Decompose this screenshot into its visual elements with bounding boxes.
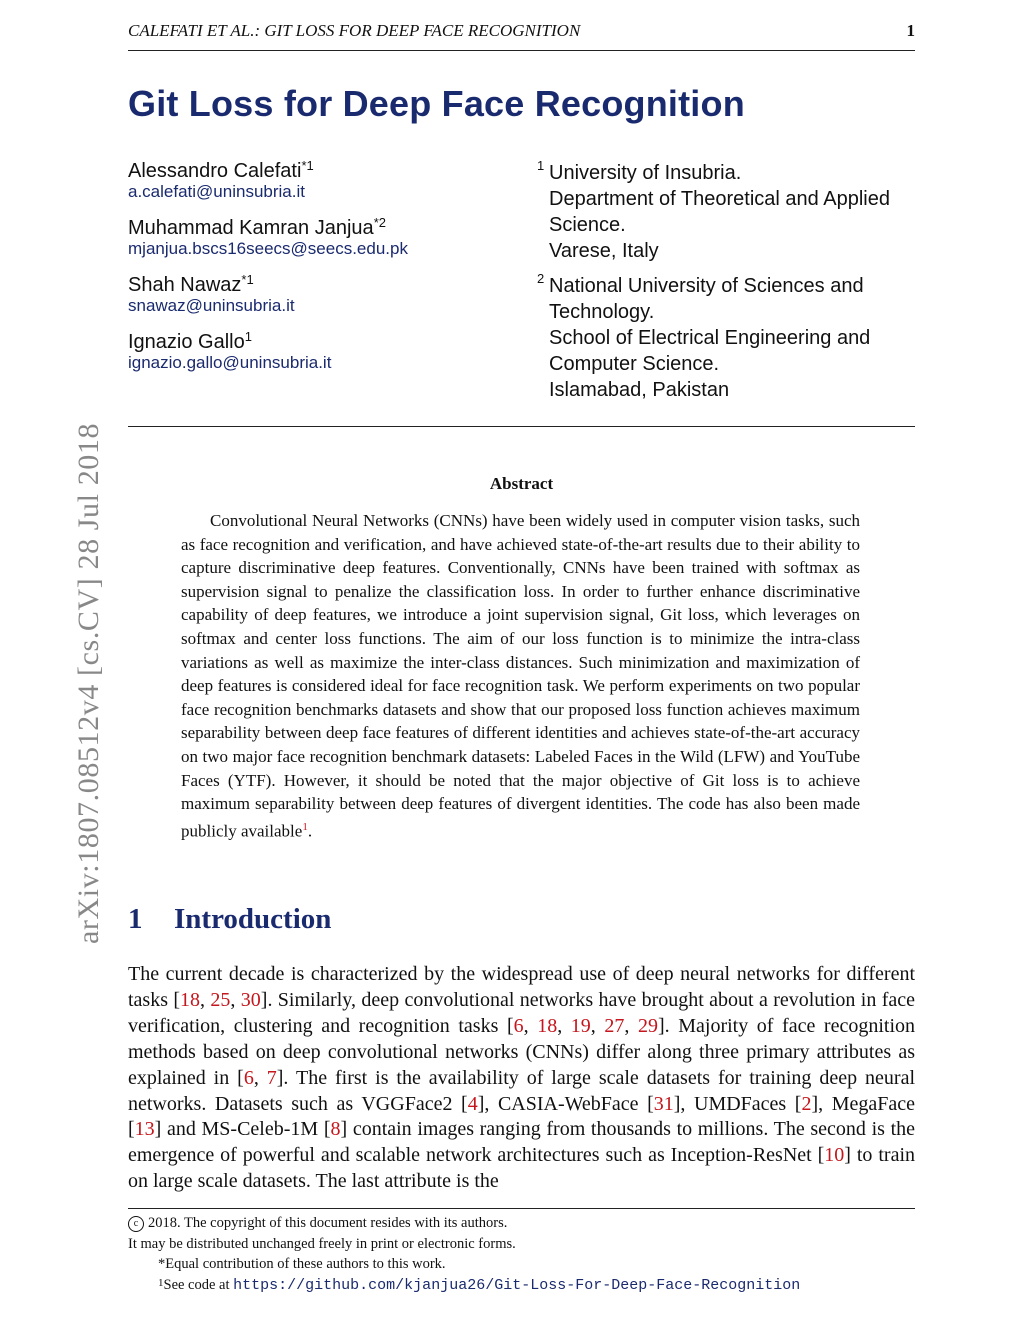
citation-link[interactable]: 6 bbox=[243, 1066, 254, 1089]
author-email[interactable]: a.calefati@uninsubria.it bbox=[128, 182, 305, 201]
affiliation-mark: 1 bbox=[537, 158, 545, 173]
affiliation-line: Varese, Italy bbox=[549, 240, 659, 262]
paragraph-text: ] contain images ranging from thousands to millions. The second is the emergence of powerful and scalable network architectures such as Inception-ResNet [ bbox=[128, 1118, 915, 1167]
citation-separator: , bbox=[557, 1014, 571, 1037]
citation-link[interactable]: 19 bbox=[570, 1014, 591, 1037]
abstract-body bbox=[181, 509, 860, 843]
citation-separator: , bbox=[253, 1066, 267, 1089]
paragraph-text: ]. The first is the availability of large scale datasets for training deep neural networks. Datasets such as VGGFace2 [ bbox=[128, 1066, 916, 1115]
footnotes bbox=[128, 1213, 915, 1296]
code-footnote bbox=[128, 1275, 915, 1297]
running-header bbox=[128, 21, 915, 41]
author-name-text: Muhammad Kamran Janjua bbox=[128, 217, 374, 239]
citation-link[interactable]: 30 bbox=[240, 988, 261, 1011]
citation-link[interactable]: 4 bbox=[467, 1092, 478, 1115]
page-number: 1 bbox=[906, 21, 915, 40]
footnote-rule bbox=[128, 1208, 915, 1209]
footnote-text: See code at bbox=[163, 1276, 234, 1293]
affiliation-line: Department of Theoretical and Applied bbox=[549, 188, 890, 210]
author-affiliation-mark: *1 bbox=[301, 158, 314, 173]
citation-separator: , bbox=[590, 1014, 605, 1037]
abstract-end: . bbox=[307, 821, 313, 841]
author-name-text: Alessandro Calefati bbox=[128, 160, 302, 182]
citation-separator: , bbox=[200, 988, 211, 1011]
arxiv-stamp: arXiv:1807.08512v4 [cs.CV] 28 Jul 2018 bbox=[72, 422, 105, 944]
section-number: 1 bbox=[128, 903, 143, 935]
copyright-icon: c bbox=[128, 1216, 144, 1232]
citation-link[interactable]: 8 bbox=[330, 1118, 341, 1141]
author-email[interactable]: snawaz@uninsubria.it bbox=[128, 296, 295, 315]
affiliation-mark: 2 bbox=[537, 271, 545, 286]
paragraph-text: ]. Majority of face recognition methods based on deep convolutional networks (CNNs) differ along three primary attributes as explained in [ bbox=[128, 1014, 916, 1089]
affiliation-line: School of Electrical Engineering and bbox=[549, 327, 871, 349]
equal-contribution-note: *Equal contribution of these authors to this work. bbox=[158, 1256, 446, 1272]
citation-link[interactable]: 25 bbox=[210, 988, 231, 1011]
author-list bbox=[128, 160, 508, 388]
citation-link[interactable]: 18 bbox=[537, 1014, 558, 1037]
citation-link[interactable]: 18 bbox=[180, 988, 201, 1011]
paragraph-text: ]. Similarly, deep convolutional networks have brought about a revolution in face verification, clustering and recognition tasks [ bbox=[128, 988, 916, 1037]
footnote-mark: 1 bbox=[158, 1276, 164, 1289]
citation-link[interactable]: 10 bbox=[824, 1144, 845, 1167]
citation-link[interactable]: 6 bbox=[513, 1014, 524, 1037]
header-rule bbox=[128, 50, 915, 51]
section-title: Introduction bbox=[174, 903, 332, 935]
affiliation bbox=[537, 160, 927, 264]
affiliation-line: Technology. bbox=[549, 301, 655, 323]
affiliation-line: University of Insubria. bbox=[549, 162, 742, 184]
citation-link[interactable]: 29 bbox=[637, 1014, 658, 1037]
author-affiliation-mark: 1 bbox=[244, 329, 252, 344]
author-name bbox=[128, 331, 508, 353]
citation-separator: , bbox=[523, 1014, 538, 1037]
paragraph-text: ] and MS-Celeb-1M [ bbox=[154, 1118, 331, 1141]
paragraph-text: ], MegaFace [ bbox=[128, 1092, 916, 1141]
copyright-text: 2018. The copyright of this document resides with its authors. bbox=[148, 1215, 508, 1231]
abstract-text: Convolutional Neural Networks (CNNs) have been widely used in computer vision tasks, such as face recognition and verification, and have achieved state-of-the-art results due to their ability to capture discriminative deep features. Conventionally, CNNs have been trained with softmax as supervision signal to penalize the classification loss. In order to further enhance discriminative capability of deep features, we introduce a joint supervision signal, Git loss, which leverages on softmax and center loss functions. The aim of our loss function is to minimize the intra-class variations as well as maximize the inter-class distances. Such minimization and maximization of deep features is considered ideal for face recognition task. We perform experiments on two popular face recognition benchmarks datasets and show that our proposed loss function achieves maximum separability between deep face features of different identities and achieves state-of-the-art accuracy on two major face recognition benchmark datasets: Labeled Faces in the Wild (LFW) and YouTube Faces (YTF). However, it should be noted that the major objective of Git loss is to achieve maximum separability between deep features of divergent identities. The code has also been made publicly available bbox=[181, 511, 860, 841]
affiliation-line: National University of Sciences and bbox=[549, 275, 864, 297]
section-heading bbox=[128, 903, 331, 936]
citation-link[interactable]: 2 bbox=[801, 1092, 812, 1115]
author-name bbox=[128, 217, 508, 239]
author-affiliation-mark: *1 bbox=[241, 272, 254, 287]
citation-link[interactable]: 27 bbox=[604, 1014, 625, 1037]
paragraph-text: The current decade is characterized by the widespread use of deep neural networks for different tasks [ bbox=[128, 963, 915, 1011]
paragraph-text: ], CASIA-WebFace [ bbox=[477, 1092, 654, 1115]
copyright-line bbox=[128, 1213, 915, 1234]
abstract-heading: Abstract bbox=[489, 474, 554, 493]
citation-separator: , bbox=[624, 1014, 638, 1037]
affiliation-list bbox=[537, 160, 927, 412]
affiliation-line: Islamabad, Pakistan bbox=[549, 379, 730, 401]
author-name-text: Ignazio Gallo bbox=[128, 331, 245, 353]
affiliation-line: Science. bbox=[549, 214, 626, 236]
paragraph-text: ] to train on large scale datasets. The last attribute is the bbox=[128, 1144, 915, 1193]
author-email[interactable]: mjanjua.bscs16seecs@seecs.edu.pk bbox=[128, 239, 408, 258]
author-name bbox=[128, 160, 508, 182]
footnote-reference[interactable]: 1 bbox=[302, 820, 308, 833]
distribution-line: It may be distributed unchanged freely in print or electronic forms. bbox=[128, 1235, 516, 1252]
paragraph-text: ], UMDFaces [ bbox=[673, 1092, 802, 1115]
author-name-text: Shah Nawaz bbox=[128, 274, 242, 296]
author-email[interactable]: ignazio.gallo@uninsubria.it bbox=[128, 353, 332, 372]
author-name bbox=[128, 274, 508, 296]
citation-link[interactable]: 13 bbox=[134, 1118, 155, 1141]
intro-paragraph bbox=[128, 962, 915, 1195]
title-block-rule bbox=[128, 426, 915, 427]
paper-title: Git Loss for Deep Face Recognition bbox=[128, 83, 745, 124]
affiliation bbox=[537, 273, 927, 403]
code-url-link[interactable]: https://github.com/kjanjua26/Git-Loss-For-Deep-Face-Recognition bbox=[233, 1276, 801, 1294]
author-affiliation-mark: *2 bbox=[373, 215, 386, 230]
citation-separator: , bbox=[230, 988, 241, 1011]
running-title: CALEFATI ET AL.: GIT LOSS FOR DEEP FACE RECOGNITION bbox=[128, 21, 581, 40]
citation-link[interactable]: 7 bbox=[266, 1066, 277, 1089]
affiliation-line: Computer Science. bbox=[549, 353, 720, 375]
citation-link[interactable]: 31 bbox=[653, 1092, 674, 1115]
